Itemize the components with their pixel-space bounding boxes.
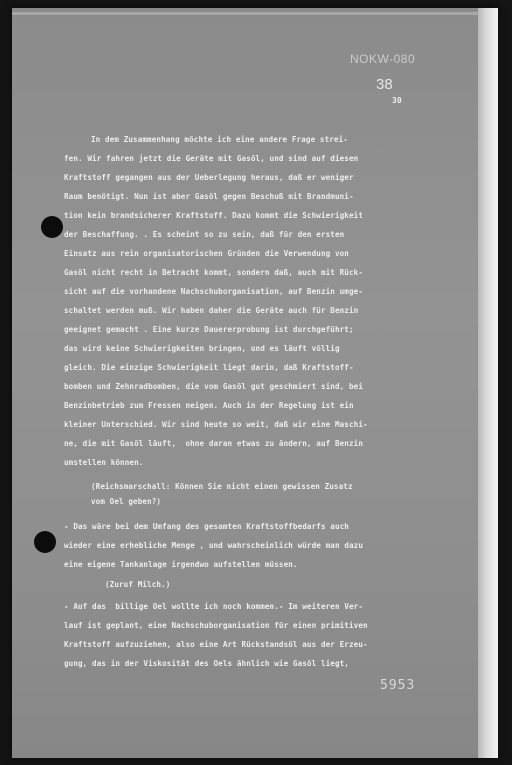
body-line: tion kein brandsicherer Kraftstoff. Dazu kommt die Schwierigkeit [64,211,363,220]
reply-line: - Das wäre bei dem Umfang des gesamten Kraftstoffbedarfs auch [64,522,349,531]
body-line: der Beschaffung. . Es scheint so zu sein, daß für den ersten [64,230,345,239]
body-line: umstellen können. [64,458,144,467]
body-line: Kraftstoff gegangen aus der Ueberlegung heraus, daß er weniger [64,173,354,182]
closing-line: gung, das in der Viskosität des Oels ähnlich wie Gasöl liegt, [64,659,349,668]
interjection-line: (Zuruf Milch.) [105,580,171,589]
archive-reference: NOKW-080 [350,52,416,66]
interjection-line: (Reichsmarschall: Können Sie nicht einen gewissen Zusatz [91,482,353,491]
typed-page-number: 30 [392,96,402,105]
body-line: bomben und Zehnradbomben, die vom Gasöl gut geschmiert sind, bei [64,382,363,391]
body-line: Gasöl nicht recht in Betracht kommt, sondern daß, auch mit Rück- [64,268,363,277]
body-line: schaltet werden muß. Wir haben daher die Geräte auch für Benzin [64,306,359,315]
closing-line: Kraftstoff aufzuziehen, also eine Art Rückstandsöl aus der Erzeu- [64,640,368,649]
reply-line: eine eigene Tankanlage irgendwo aufstellen müssen. [64,560,298,569]
body-line: Einsatz aus rein organisatorischen Gründen die Verwendung von [64,249,349,258]
body-line: sicht auf die vorhandene Nachschuborganisation, auf Benzin umge- [64,287,363,296]
body-line: fen. Wir fahren jetzt die Geräte mit Gasöl, und sind auf diesen [64,154,359,163]
body-line: Raum benötigt. Nun ist aber Gasöl gegen Beschuß mit Brandmuni- [64,192,354,201]
body-line: Benzinbetrieb zum Fressen neigen. Auch in der Regelung ist ein [64,401,354,410]
body-line: ne, die mit Gasöl läuft, ohne daran etwas zu ändern, auf Benzin [64,439,363,448]
document-page [12,8,498,758]
body-line: kleiner Unterschied. Wir sind heute so weit, daß wir eine Maschi- [64,420,368,429]
interjection-line: vom Oel geben?) [91,497,162,506]
handwritten-page-number: 38 [376,76,393,93]
footer-page-number: 5953 [380,678,416,693]
closing-line: - Auf das billige Oel wollte ich noch kommen.- Im weiteren Ver- [64,602,363,611]
body-line: geeignet gemacht . Eine kurze Dauererprobung ist durchgeführt; [64,325,354,334]
reply-line: wieder eine erhebliche Menge , und wahrscheinlich würde man dazu [64,541,363,550]
document-body [12,8,498,758]
closing-line: lauf ist geplant, eine Nachschuborganisation für einen primitiven [64,621,368,630]
body-line: gleich. Die einzige Schwierigkeit liegt darin, daß Kraftstoff- [64,363,354,372]
body-line: das wird keine Schwierigkeiten bringen, und es läuft völlig [64,344,340,353]
body-line: In dem Zusammenhang möchte ich eine andere Frage strei- [91,135,348,144]
